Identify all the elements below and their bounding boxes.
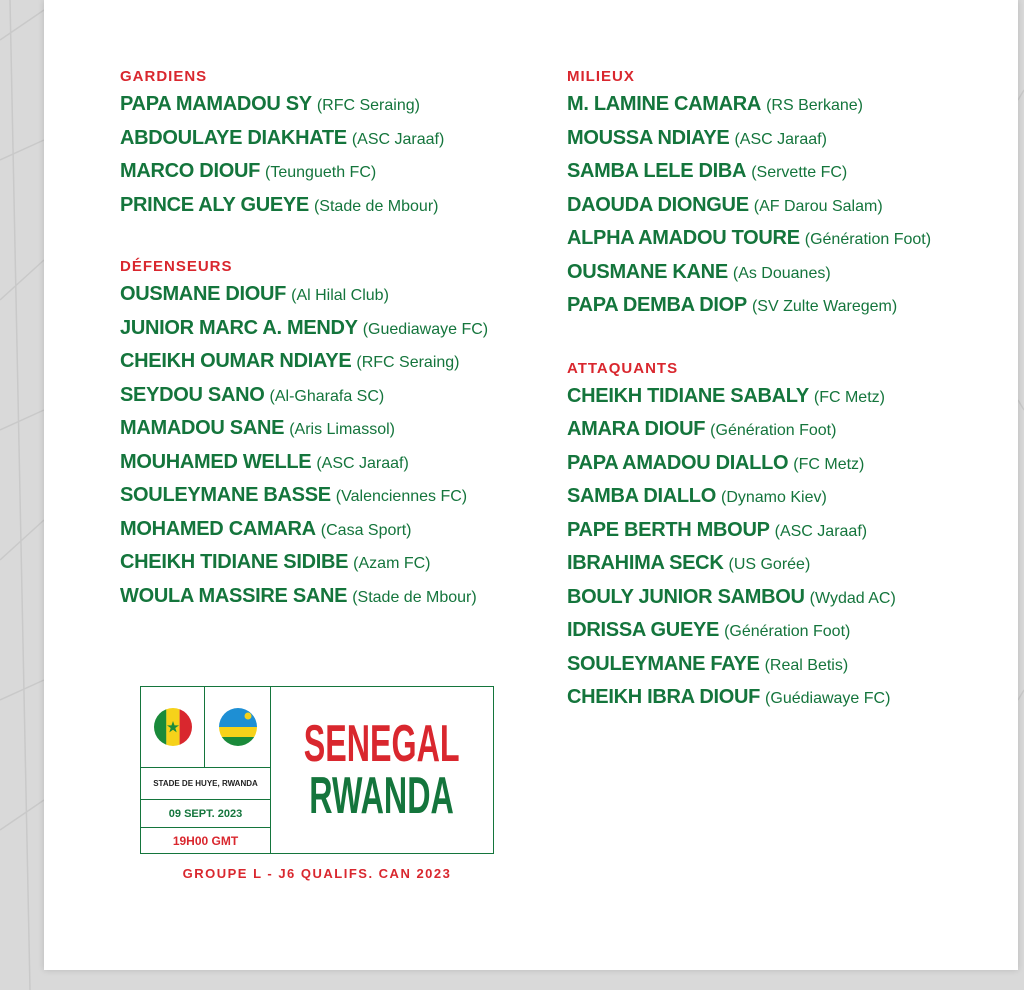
player-name: PAPA MAMADOU SY <box>120 93 312 115</box>
player-row <box>567 514 1017 548</box>
player-club: (Guediawaye FC) <box>362 320 489 338</box>
player-club: (ASC Jaraaf) <box>734 130 827 148</box>
player-row <box>567 681 1017 715</box>
section-defenders <box>120 256 560 613</box>
player-row <box>567 256 1017 290</box>
player-name: PRINCE ALY GUEYE <box>120 193 309 216</box>
player-row <box>120 479 560 513</box>
player-list <box>567 88 1017 323</box>
player-row <box>120 88 560 122</box>
player-row <box>120 345 560 379</box>
player-row <box>567 547 1017 581</box>
section-title: MILIEUX <box>567 68 635 85</box>
player-club: (Valenciennes FC) <box>335 488 468 505</box>
away-flag-cell <box>205 687 271 767</box>
player-club: (Génération Foot) <box>804 231 932 248</box>
player-row <box>120 546 560 580</box>
right-column <box>567 66 1017 715</box>
section-gap <box>567 323 1017 358</box>
player-name: ABDOULAYE DIAKHATE <box>120 126 347 149</box>
player-row <box>567 581 1017 615</box>
player-club: (Al Hilal Club) <box>291 287 389 304</box>
player-club: (ASC Jaraaf) <box>351 130 445 148</box>
player-row <box>567 122 1017 156</box>
player-name: SAMBA LELE DIBA <box>567 160 747 182</box>
player-name: CHEIKH IBRA DIOUF <box>567 686 761 708</box>
player-club: (FC Metz) <box>793 455 865 473</box>
player-name: AMARA DIOUF <box>567 418 706 440</box>
player-club: (ASC Jaraaf) <box>316 454 409 472</box>
player-name: MOHAMED CAMARA <box>120 517 316 540</box>
section-title: DÉFENSEURS <box>120 258 233 275</box>
section-title: GARDIENS <box>120 68 208 85</box>
player-row <box>120 278 560 312</box>
rwanda-flag-icon <box>218 707 258 747</box>
player-club: (Casa Sport) <box>320 521 412 539</box>
squad-sheet <box>44 0 1018 970</box>
player-club: (Al-Gharafa SC) <box>269 387 385 405</box>
section-forwards <box>567 358 1017 715</box>
player-club: (Azam FC) <box>353 555 431 572</box>
player-name: DAOUDA DIONGUE <box>567 193 749 216</box>
player-name: MAMADOU SANE <box>120 417 285 439</box>
player-row <box>120 155 560 189</box>
section-title: ATTAQUANTS <box>567 359 679 377</box>
player-club: (Aris Limassol) <box>289 421 395 438</box>
teams-block <box>271 687 493 853</box>
player-row <box>120 446 560 480</box>
player-row <box>567 447 1017 481</box>
player-list <box>567 380 1017 715</box>
player-row <box>567 155 1017 189</box>
home-flag-cell <box>141 687 205 767</box>
player-row <box>567 222 1017 256</box>
player-club: (Génération Foot) <box>724 623 851 640</box>
player-name: IBRAHIMA SECK <box>567 552 724 574</box>
left-column <box>120 66 560 613</box>
player-club: (Wydad AC) <box>809 589 896 607</box>
section-midfielders <box>567 66 1017 323</box>
player-row <box>120 122 560 156</box>
player-name: WOULA MASSIRE SANE <box>120 584 348 607</box>
player-row <box>567 614 1017 648</box>
match-time: 19H00 GMT <box>141 827 271 853</box>
player-name: BOULY JUNIOR SAMBOU <box>567 585 805 608</box>
player-name: SOULEYMANE FAYE <box>567 652 760 675</box>
player-name: SAMBA DIALLO <box>567 485 716 507</box>
player-row <box>567 189 1017 223</box>
player-name: ALPHA AMADOU TOURE <box>567 227 800 249</box>
player-row <box>120 189 560 223</box>
player-row <box>567 480 1017 514</box>
player-name: CHEIKH TIDIANE SABALY <box>567 384 809 407</box>
player-club: (Teungueth FC) <box>265 164 377 181</box>
player-club: (Stade de Mbour) <box>313 197 439 215</box>
player-name: PAPA AMADOU DIALLO <box>567 451 789 474</box>
player-club: (As Douanes) <box>732 264 831 282</box>
player-club: (Real Betis) <box>764 656 849 674</box>
player-club: (Dynamo Kiev) <box>720 489 827 506</box>
match-venue: STADE DE HUYE, RWANDA <box>141 767 271 799</box>
player-club: (RS Berkane) <box>766 97 863 114</box>
player-name: SOULEYMANE BASSE <box>120 484 331 506</box>
player-club: (ASC Jaraaf) <box>774 522 868 540</box>
player-row <box>120 580 560 614</box>
player-name: MOUHAMED WELLE <box>120 450 312 473</box>
player-name: JUNIOR MARC A. MENDY <box>120 316 358 339</box>
player-club: (Guédiawaye FC) <box>765 690 891 707</box>
section-gap <box>120 222 560 256</box>
match-date: 09 SEPT. 2023 <box>141 799 271 827</box>
player-club: (US Gorée) <box>728 556 811 573</box>
player-club: (Génération Foot) <box>710 422 837 439</box>
senegal-flag-icon <box>153 707 193 747</box>
match-caption: GROUPE L - J6 QUALIFS. CAN 2023 <box>182 866 452 881</box>
player-row <box>567 413 1017 447</box>
player-name: PAPA DEMBA DIOP <box>567 294 747 316</box>
player-name: MOUSSA NDIAYE <box>567 126 730 149</box>
player-row <box>567 380 1017 414</box>
player-row <box>120 379 560 413</box>
player-name: IDRISSA GUEYE <box>567 619 720 641</box>
player-row <box>567 88 1017 122</box>
player-club: (FC Metz) <box>813 388 885 406</box>
player-name: MARCO DIOUF <box>120 160 261 182</box>
player-row <box>567 289 1017 323</box>
player-club: (RFC Seraing) <box>316 97 420 114</box>
player-row <box>120 312 560 346</box>
match-card <box>140 686 494 854</box>
player-name: CHEIKH OUMAR NDIAYE <box>120 350 352 372</box>
player-row <box>120 513 560 547</box>
player-list <box>120 278 560 613</box>
player-club: (Servette FC) <box>751 164 848 181</box>
player-name: PAPE BERTH MBOUP <box>567 518 770 541</box>
player-row <box>567 648 1017 682</box>
player-club: (AF Darou Salam) <box>753 197 883 215</box>
player-club: (SV Zulte Waregem) <box>751 298 898 315</box>
player-name: SEYDOU SANO <box>120 383 265 406</box>
player-club: (Stade de Mbour) <box>352 588 477 606</box>
player-name: OUSMANE DIOUF <box>120 283 287 305</box>
section-goalkeepers <box>120 66 560 222</box>
player-name: CHEIKH TIDIANE SIDIBE <box>120 551 349 573</box>
player-name: OUSMANE KANE <box>567 260 728 283</box>
player-club: (RFC Seraing) <box>356 354 460 371</box>
away-team-name: RWANDA <box>309 767 455 825</box>
home-team-name: SENEGAL <box>304 715 460 773</box>
player-list <box>120 88 560 222</box>
player-row <box>120 412 560 446</box>
player-name: M. LAMINE CAMARA <box>567 93 762 115</box>
